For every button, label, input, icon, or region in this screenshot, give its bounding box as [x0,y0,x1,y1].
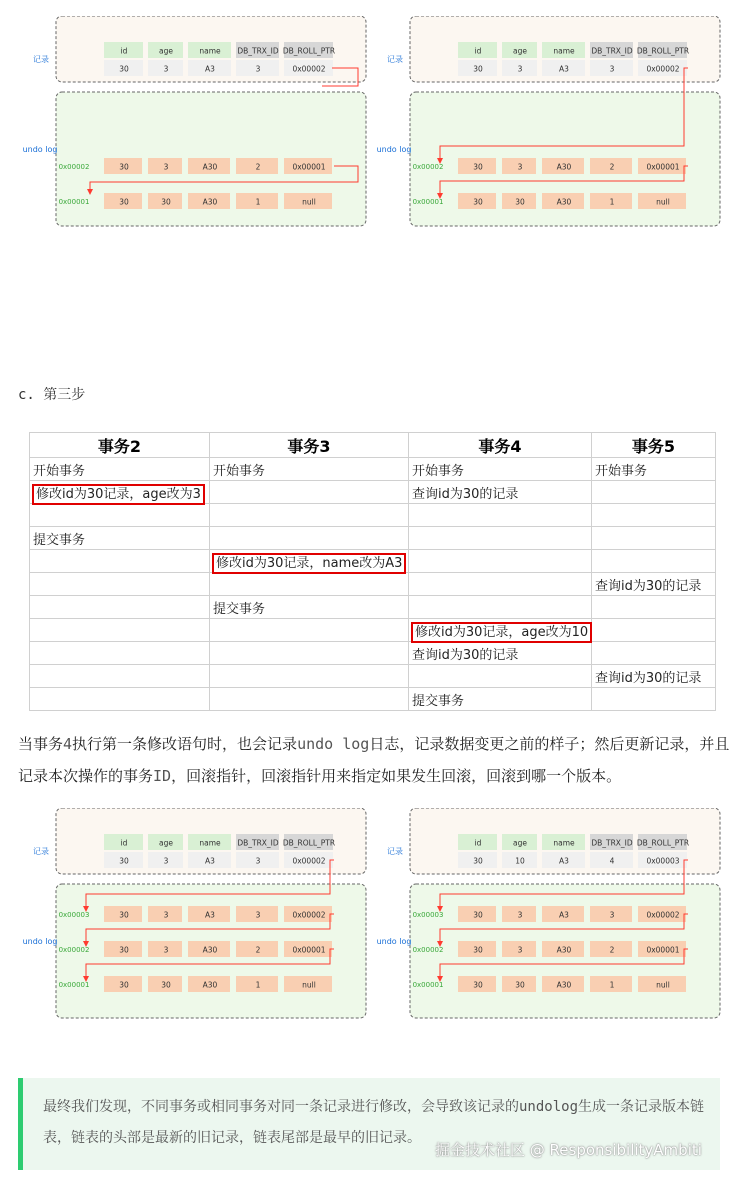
header-cell-text: age [159,46,173,56]
table-cell [592,550,716,573]
undo-cell-text: 3 [163,910,169,920]
record-cell-text: A3 [205,64,215,74]
table-cell-text: 修改id为30记录，age改为10 [412,623,591,642]
table-row [30,481,716,504]
diagram-bottom-left [22,808,368,1020]
table-cell [409,481,592,504]
para-undo-log: undo log [297,735,370,753]
undo-cell-text: null [302,197,316,207]
undo-address: 0x00001 [412,981,444,989]
record-cell-text: 30 [119,64,129,74]
undo-cell-text: A30 [556,162,572,172]
para-text-4: ，回滚指针，回滚指针用来指定如果发生回滚，回滚到哪一个版本。 [171,767,622,785]
undo-log-label: undo log [22,937,58,946]
undo-address: 0x00003 [412,911,444,919]
table-cell-text: 查询id为30的记录 [595,670,702,686]
callout-undolog: undolog [519,1099,579,1115]
table-cell [30,642,210,665]
table-cell [409,642,592,665]
record-cell-text: 3 [163,64,169,74]
undo-cell-text: 3 [255,910,261,920]
table-cell [409,619,592,642]
header-cell-text: id [474,46,482,56]
undo-cell-text: 30 [119,910,129,920]
undo-cell-text: 2 [609,945,615,955]
header-cell-text: DB_TRX_ID [591,46,633,56]
table-cell [409,573,592,596]
record-label: 记录 [33,847,49,856]
transaction-header-3: 事务4 [409,433,592,458]
undo-cell-text: A3 [559,910,569,920]
para-text-1: 当事务 [18,735,64,753]
table-cell [592,665,716,688]
undo-cell-text: 0x00002 [646,910,680,920]
undo-address: 0x00001 [58,198,90,206]
para-id: ID [153,767,172,785]
record-cell-text: 10 [515,856,525,866]
record-cell-text: 4 [609,856,615,866]
record-label: 记录 [33,55,49,64]
undo-cell-text: 0x00002 [292,910,326,920]
table-cell [210,642,409,665]
undo-cell-text: 2 [609,162,615,172]
undo-cell-text: A30 [202,945,218,955]
undo-cell-text: 3 [163,945,169,955]
header-cell-text: DB_ROLL_PTR [636,46,690,56]
table-row [30,619,716,642]
callout-text-1: 最终我们发现，不同事务或相同事务对同一条记录进行修改，会导致该记录的 [43,1099,519,1115]
record-cell-text: 0x00003 [646,856,680,866]
header-cell-text: name [199,46,221,56]
undo-address: 0x00002 [412,946,444,954]
watermark: 掘金技术社区 @ ResponsibilityAmbiti [435,1141,702,1159]
table-cell-text: 开始事务 [595,463,648,479]
undo-cell-text: 30 [473,980,483,990]
header-cell-text: name [553,46,575,56]
table-row [30,527,716,550]
table-cell [210,573,409,596]
table-cell [592,458,716,481]
undo-cell-text: 30 [515,980,525,990]
undo-cell-text: null [302,980,316,990]
table-cell [592,688,716,711]
table-row [30,642,716,665]
table-cell [210,550,409,573]
table-cell [409,665,592,688]
header-cell-text: id [120,46,128,56]
table-cell-text: 开始事务 [412,463,465,479]
table-cell [210,527,409,550]
undo-cell-text: null [656,980,670,990]
table-cell [592,527,716,550]
table-cell [409,550,592,573]
table-cell-text: 查询id为30的记录 [412,647,519,663]
undo-cell-text: A30 [202,197,218,207]
table-cell [592,619,716,642]
table-cell-text: 提交事务 [33,532,86,548]
table-row [30,596,716,619]
undo-address: 0x00001 [412,198,444,206]
undo-cell-text: 30 [119,162,129,172]
table-cell [30,527,210,550]
table-cell-text: 查询id为30的记录 [412,486,519,502]
record-cell-text: 30 [473,856,483,866]
table-cell [30,550,210,573]
table-cell [592,596,716,619]
record-cell-text: 3 [255,856,261,866]
undo-address: 0x00002 [58,163,90,171]
callout-text-2: 生成一条记录版本链表，链表的头部是最新的旧记录，链表尾部是最早的旧记录。 [43,1099,705,1146]
undo-cell-text: 30 [161,980,171,990]
undo-cell-text: 3 [609,910,615,920]
undo-cell-text: 0x00001 [646,162,680,172]
table-cell [30,665,210,688]
header-cell-text: DB_TRX_ID [237,838,279,848]
para-text-3: 日志，记录数据变更之前的样子；然后更新记录，并且记录本次操作的事务 [18,735,730,785]
record-cell-text: 30 [473,64,483,74]
undo-cell-text: A30 [202,980,218,990]
table-cell [30,619,210,642]
table-row [30,688,716,711]
header-cell-text: DB_ROLL_PTR [636,838,690,848]
undo-cell-text: 2 [255,162,261,172]
undo-cell-text: 2 [255,945,261,955]
undo-log-label: undo log [376,937,412,946]
record-cell-text: 3 [255,64,261,74]
table-cell [30,573,210,596]
table-cell [30,481,210,504]
undo-address: 0x00002 [58,946,90,954]
table-cell [592,642,716,665]
table-cell [409,527,592,550]
undo-cell-text: 30 [515,197,525,207]
header-cell-text: DB_ROLL_PTR [282,838,336,848]
table-cell [210,504,409,527]
diagram-top-right [376,16,722,228]
transaction-header-1: 事务2 [30,433,210,458]
table-cell [592,573,716,596]
undo-address: 0x00003 [58,911,90,919]
undo-cell-text: 1 [609,980,615,990]
undo-cell-text: 1 [609,197,615,207]
header-cell-text: DB_ROLL_PTR [282,46,336,56]
record-cell-text: A3 [559,856,569,866]
diagram-bottom-right [376,808,722,1020]
undo-cell-text: A30 [202,162,218,172]
undo-cell-text: 30 [473,197,483,207]
table-cell-text: 修改id为30记录，age改为3 [33,485,204,504]
table-cell [210,619,409,642]
undo-cell-text: 0x00001 [292,162,326,172]
transaction-header-2: 事务3 [210,433,409,458]
table-row [30,665,716,688]
record-cell-text: 3 [517,64,523,74]
record-label: 记录 [387,55,403,64]
undo-cell-text: 30 [119,980,129,990]
undo-cell-text: 0x00001 [646,945,680,955]
record-cell-text: 30 [119,856,129,866]
table-row [30,550,716,573]
table-cell [592,481,716,504]
table-cell [210,665,409,688]
table-cell-text: 修改id为30记录，name改为A3 [213,554,405,573]
undo-cell-text: null [656,197,670,207]
header-cell-text: id [120,838,128,848]
record-cell-text: 3 [609,64,615,74]
table-row [30,504,716,527]
undo-cell-text: 3 [517,162,523,172]
table-row [30,573,716,596]
undo-cell-text: 0x00001 [292,945,326,955]
record-cell-text: 0x00002 [646,64,680,74]
undo-cell-text: 30 [473,945,483,955]
transaction-header-row [30,433,716,458]
table-cell [210,596,409,619]
undo-cell-text: A30 [556,980,572,990]
header-cell-text: name [553,838,575,848]
header-cell-text: DB_TRX_ID [237,46,279,56]
undo-cell-text: 30 [473,910,483,920]
undo-cell-text: 30 [119,945,129,955]
step-heading: c. 第三步 [18,387,86,403]
header-cell-text: age [513,46,527,56]
undo-cell-text: 1 [255,980,261,990]
record-cell-text: A3 [559,64,569,74]
table-cell-text: 查询id为30的记录 [595,578,702,594]
transaction-header-4: 事务5 [592,433,716,458]
table-cell-text: 开始事务 [33,463,86,479]
undo-log-label: undo log [376,145,412,154]
header-cell-text: name [199,838,221,848]
undo-cell-text: 1 [255,197,261,207]
undo-cell-text: 30 [119,197,129,207]
undo-cell-text: 3 [517,910,523,920]
undo-address: 0x00002 [412,163,444,171]
transaction-table [29,432,716,711]
undo-address: 0x00001 [58,981,90,989]
table-cell-text: 提交事务 [213,601,266,617]
table-cell [409,596,592,619]
undo-log-label: undo log [22,145,58,154]
undo-cell-text: A30 [556,197,572,207]
record-cell-text: 3 [163,856,169,866]
table-cell [30,504,210,527]
table-cell-text: 开始事务 [213,463,266,479]
record-cell-text: 0x00002 [292,856,326,866]
record-label: 记录 [387,847,403,856]
record-cell-text: A3 [205,856,215,866]
header-cell-text: age [513,838,527,848]
table-cell [30,688,210,711]
undo-cell-text: 30 [161,197,171,207]
header-cell-text: age [159,838,173,848]
undo-cell-text: 3 [163,162,169,172]
table-cell [210,688,409,711]
diagram-top-left [22,16,368,228]
record-cell-text: 0x00002 [292,64,326,74]
header-cell-text: DB_TRX_ID [591,838,633,848]
table-cell [409,458,592,481]
table-cell [210,481,409,504]
undo-cell-text: 3 [517,945,523,955]
table-cell [30,458,210,481]
table-row [30,458,716,481]
para-txn-number: 4 [63,735,73,753]
table-cell [30,596,210,619]
explanation-paragraph [18,728,734,792]
table-cell [409,504,592,527]
undo-cell-text: A30 [556,945,572,955]
table-cell-text: 提交事务 [412,693,465,709]
table-cell [409,688,592,711]
undo-cell-text: A3 [205,910,215,920]
table-cell [592,504,716,527]
para-text-2: 执行第一条修改语句时，也会记录 [72,735,298,753]
undo-cell-text: 30 [473,162,483,172]
table-cell [210,458,409,481]
header-cell-text: id [474,838,482,848]
